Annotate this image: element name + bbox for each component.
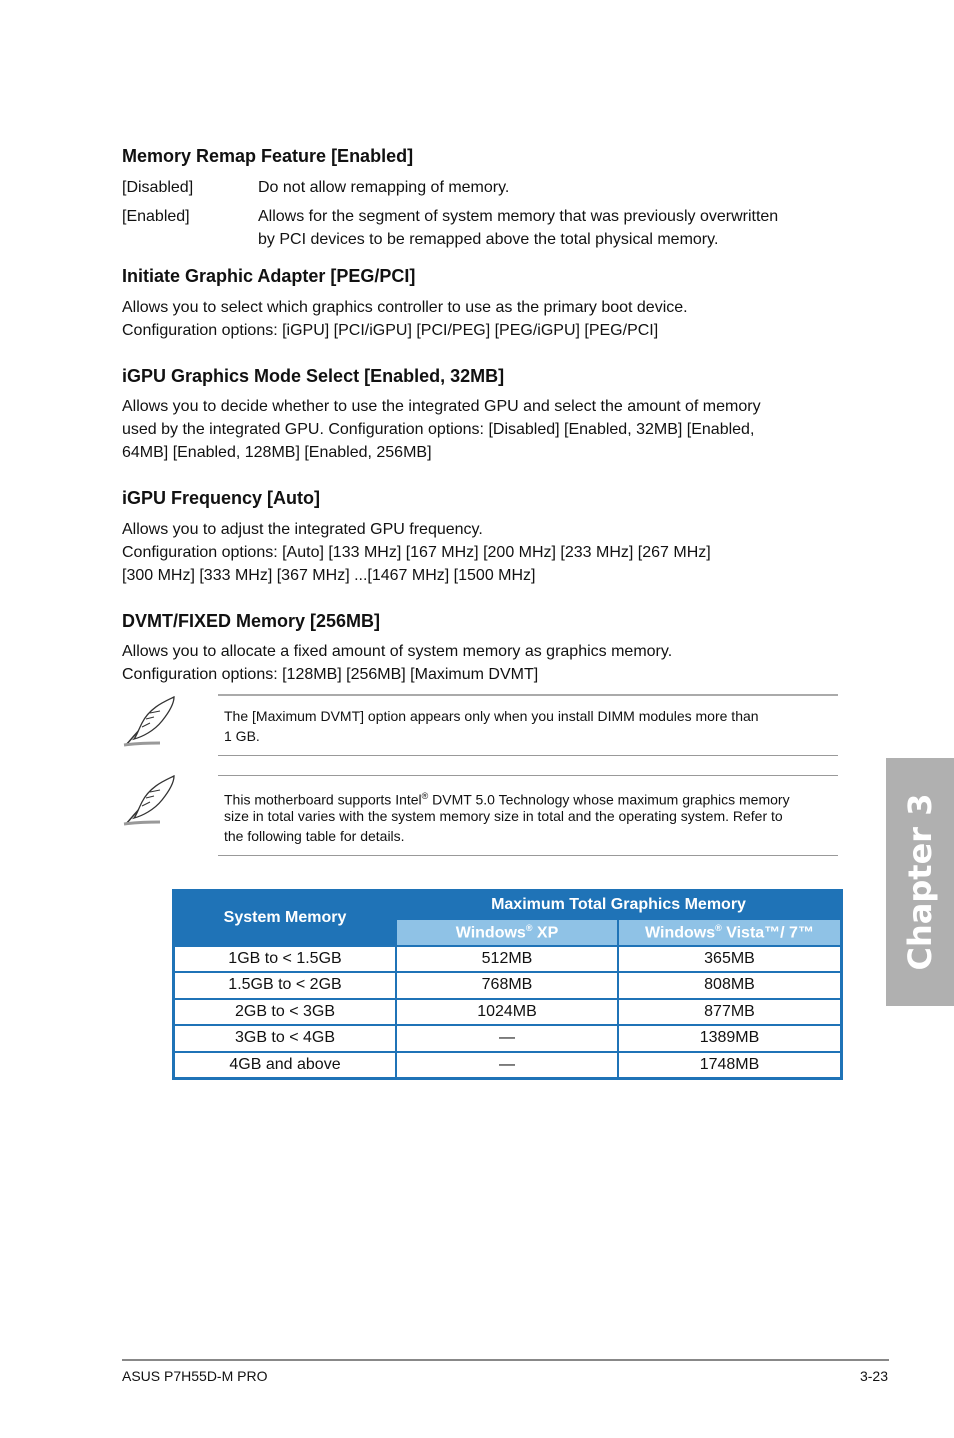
heading-igpu-frequency: iGPU Frequency [Auto] (122, 488, 321, 508)
note1-line1: The [Maximum DVMT] option appears only when you install DIMM modules more than (224, 708, 759, 724)
table-row (174, 946, 842, 973)
col-header-system-memory: System Memory (174, 891, 397, 946)
footer-product-name: ASUS P7H55D-M PRO (122, 1368, 268, 1384)
table-cell: 1GB to < 1.5GB (174, 946, 397, 973)
igpu-mode-desc-line3: 64MB] [Enabled, 128MB] [Enabled, 256MB] (122, 444, 432, 461)
table-cell: 808MB (618, 972, 842, 999)
table-cell: 1.5GB to < 2GB (174, 972, 397, 999)
option-desc-enabled-line2: by PCI devices to be remapped above the total physical memory. (258, 231, 719, 248)
note1-top-rule (218, 694, 838, 696)
chapter-tab (886, 758, 954, 1006)
feather-pen-icon (120, 693, 180, 751)
registered-mark: ® (525, 922, 533, 933)
table-cell: 2GB to < 3GB (174, 999, 397, 1026)
table-cell: 512MB (396, 946, 618, 973)
table-cell: 1389MB (618, 1025, 842, 1052)
footer-page-number: 3-23 (859, 1368, 888, 1384)
note2-line2: size in total varies with the system memory size in total and the operating system. Refer to (224, 808, 783, 824)
table-cell: 1024MB (396, 999, 618, 1026)
note1-bottom-rule (218, 755, 838, 756)
graphics-memory-table (172, 889, 843, 1080)
table-cell: 768MB (396, 972, 618, 999)
note2-line3: the following table for details. (224, 828, 405, 844)
table-cell: 877MB (618, 999, 842, 1026)
table-cell: — (396, 1052, 618, 1079)
option-desc-enabled-line1: Allows for the segment of system memory that was previously overwritten (258, 208, 779, 225)
heading-igpu-graphics-mode: iGPU Graphics Mode Select [Enabled, 32MB] (122, 366, 505, 386)
col-header-windows-vista (618, 919, 842, 946)
table-cell: 3GB to < 4GB (174, 1025, 397, 1052)
table-cell: 365MB (618, 946, 842, 973)
initiate-desc-line2: Configuration options: [iGPU] [PCI/iGPU] [PCI/PEG] [PEG/iGPU] [PEG/PCI] (122, 322, 659, 339)
table-cell: — (396, 1025, 618, 1052)
note1-line2: 1 GB. (224, 728, 260, 744)
registered-mark: ® (715, 922, 722, 933)
table-row (174, 972, 842, 999)
table-body (174, 946, 842, 1079)
heading-memory-remap: Memory Remap Feature [Enabled] (122, 146, 414, 166)
igpu-mode-desc-line2: used by the integrated GPU. Configuration options: [Disabled] [Enabled, 32MB] [Enabled, (122, 421, 755, 438)
heading-dvmt-fixed-memory: DVMT/FIXED Memory [256MB] (122, 611, 381, 631)
windows-xp-b: XP (532, 923, 559, 941)
windows-vista-b: Vista™/ 7™ (721, 923, 814, 941)
table-row (174, 999, 842, 1026)
col-header-windows-xp (396, 919, 618, 946)
igpu-freq-desc-line2: Configuration options: [Auto] [133 MHz] [167 MHz] [200 MHz] [233 MHz] [267 MHz] (122, 544, 711, 561)
igpu-freq-desc-line3: [300 MHz] [333 MHz] [367 MHz] ...[1467 MHz] [1500 MHz] (122, 567, 536, 584)
note2-line1-a: This motherboard supports Intel (224, 791, 422, 808)
registered-mark: ® (421, 791, 429, 801)
note2-top-rule (218, 775, 838, 776)
dvmt-desc-line1: Allows you to allocate a fixed amount of system memory as graphics memory. (122, 643, 673, 660)
note2-line1-b: DVMT 5.0 Technology whose maximum graphics memory (428, 791, 790, 808)
option-desc-disabled: Do not allow remapping of memory. (258, 179, 510, 196)
windows-xp-a: Windows (455, 923, 526, 941)
windows-vista-a: Windows (645, 923, 716, 941)
dvmt-desc-line2: Configuration options: [128MB] [256MB] [Maximum DVMT] (122, 666, 539, 683)
footer-rule (122, 1359, 889, 1361)
heading-initiate-graphic-adapter: Initiate Graphic Adapter [PEG/PCI] (122, 266, 416, 286)
col-header-max-graphics-memory: Maximum Total Graphics Memory (396, 891, 842, 920)
table-row (174, 1052, 842, 1079)
igpu-mode-desc-line1: Allows you to decide whether to use the integrated GPU and select the amount of memory (122, 398, 761, 415)
option-label-enabled: [Enabled] (122, 208, 190, 225)
table-row (174, 1025, 842, 1052)
chapter-tab-label: Chapter 3 (901, 793, 939, 971)
note2-bottom-rule (218, 855, 838, 856)
igpu-freq-desc-line1: Allows you to adjust the integrated GPU frequency. (122, 521, 483, 538)
table-cell: 1748MB (618, 1052, 842, 1079)
initiate-desc-line1: Allows you to select which graphics controller to use as the primary boot device. (122, 299, 688, 316)
option-label-disabled: [Disabled] (122, 179, 194, 196)
table-cell: 4GB and above (174, 1052, 397, 1079)
feather-pen-icon (120, 772, 180, 830)
